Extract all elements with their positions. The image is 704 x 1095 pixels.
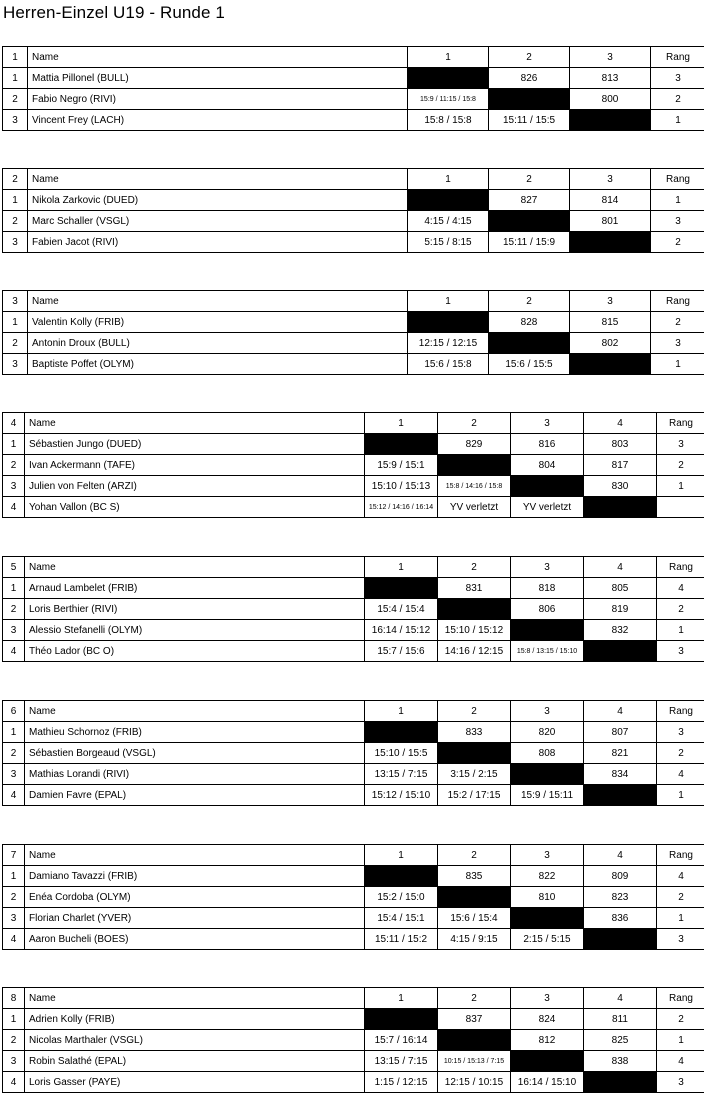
player-rank: 1 bbox=[651, 354, 704, 375]
match-cell: 15:12 / 15:10 bbox=[365, 785, 438, 806]
match-cell: 817 bbox=[584, 455, 657, 476]
player-rank: 3 bbox=[657, 929, 704, 950]
match-cell: 800 bbox=[570, 89, 651, 110]
match-cell: 15:12 / 14:16 / 16:14 bbox=[365, 497, 438, 518]
player-position: 1 bbox=[3, 434, 25, 455]
player-position: 1 bbox=[3, 722, 25, 743]
player-name: Julien von Felten (ARZI) bbox=[25, 476, 365, 497]
player-name: Baptiste Poffet (OLYM) bbox=[28, 354, 408, 375]
match-cell: 15:9 / 15:1 bbox=[365, 455, 438, 476]
player-position: 3 bbox=[3, 354, 28, 375]
match-cell: 16:14 / 15:10 bbox=[511, 1072, 584, 1093]
group-table-4 bbox=[2, 412, 704, 518]
table-row bbox=[3, 599, 704, 620]
rank-header: Rang bbox=[657, 845, 704, 866]
match-cell: 806 bbox=[511, 599, 584, 620]
name-header: Name bbox=[28, 291, 408, 312]
match-cell: 812 bbox=[511, 1030, 584, 1051]
player-rank: 1 bbox=[657, 620, 704, 641]
player-name: Marc Schaller (VSGL) bbox=[28, 211, 408, 232]
match-cell: 837 bbox=[438, 1009, 511, 1030]
match-cell: 15:2 / 17:15 bbox=[438, 785, 511, 806]
self-match-cell bbox=[511, 908, 584, 929]
player-rank: 2 bbox=[657, 455, 704, 476]
match-cell: 825 bbox=[584, 1030, 657, 1051]
col-header: 4 bbox=[584, 413, 657, 434]
name-header: Name bbox=[25, 988, 365, 1009]
match-cell: 1:15 / 12:15 bbox=[365, 1072, 438, 1093]
player-rank: 2 bbox=[651, 232, 704, 253]
match-cell: 15:10 / 15:13 bbox=[365, 476, 438, 497]
self-match-cell bbox=[584, 497, 657, 518]
table-row bbox=[3, 434, 704, 455]
group-table-5 bbox=[2, 556, 704, 662]
group-header-row bbox=[3, 845, 704, 866]
player-name: Florian Charlet (YVER) bbox=[25, 908, 365, 929]
match-cell: 827 bbox=[489, 190, 570, 211]
match-cell: 801 bbox=[570, 211, 651, 232]
table-row bbox=[3, 68, 704, 89]
table-row bbox=[3, 620, 704, 641]
name-header: Name bbox=[25, 701, 365, 722]
player-rank: 3 bbox=[651, 211, 704, 232]
match-cell: 804 bbox=[511, 455, 584, 476]
match-cell: 12:15 / 12:15 bbox=[408, 333, 489, 354]
match-cell: 807 bbox=[584, 722, 657, 743]
player-rank: 3 bbox=[651, 68, 704, 89]
match-cell: 15:9 / 15:11 bbox=[511, 785, 584, 806]
self-match-cell bbox=[511, 1051, 584, 1072]
col-header: 4 bbox=[584, 988, 657, 1009]
self-match-cell bbox=[489, 333, 570, 354]
player-position: 4 bbox=[3, 497, 25, 518]
match-cell: 815 bbox=[570, 312, 651, 333]
match-cell: 15:11 / 15:2 bbox=[365, 929, 438, 950]
player-rank: 1 bbox=[651, 190, 704, 211]
self-match-cell bbox=[511, 620, 584, 641]
match-cell: 16:14 / 15:12 bbox=[365, 620, 438, 641]
match-cell: 15:10 / 15:12 bbox=[438, 620, 511, 641]
self-match-cell bbox=[570, 232, 651, 253]
player-position: 2 bbox=[3, 89, 28, 110]
table-row bbox=[3, 887, 704, 908]
col-header: 2 bbox=[438, 557, 511, 578]
match-cell: 15:7 / 16:14 bbox=[365, 1030, 438, 1051]
player-name: Loris Gasser (PAYE) bbox=[25, 1072, 365, 1093]
player-name: Robin Salathé (EPAL) bbox=[25, 1051, 365, 1072]
col-header: 3 bbox=[511, 988, 584, 1009]
player-name: Mathias Lorandi (RIVI) bbox=[25, 764, 365, 785]
table-row bbox=[3, 1009, 704, 1030]
table-row bbox=[3, 641, 704, 662]
match-cell: 824 bbox=[511, 1009, 584, 1030]
match-cell: 15:8 / 13:15 / 15:10 bbox=[511, 641, 584, 662]
table-row bbox=[3, 476, 704, 497]
table-row bbox=[3, 929, 704, 950]
match-cell: 13:15 / 7:15 bbox=[365, 764, 438, 785]
group-header-row bbox=[3, 291, 704, 312]
player-name: Damien Favre (EPAL) bbox=[25, 785, 365, 806]
player-name: Arnaud Lambelet (FRIB) bbox=[25, 578, 365, 599]
player-name: Aaron Bucheli (BOES) bbox=[25, 929, 365, 950]
col-header: 2 bbox=[438, 845, 511, 866]
group-table-7 bbox=[2, 844, 704, 950]
group-number: 6 bbox=[3, 701, 25, 722]
col-header: 1 bbox=[365, 988, 438, 1009]
player-position: 3 bbox=[3, 908, 25, 929]
table-row bbox=[3, 764, 704, 785]
match-cell: 15:6 / 15:4 bbox=[438, 908, 511, 929]
match-cell: 15:10 / 15:5 bbox=[365, 743, 438, 764]
player-position: 3 bbox=[3, 620, 25, 641]
table-row bbox=[3, 743, 704, 764]
rank-header: Rang bbox=[657, 701, 704, 722]
match-cell: 10:15 / 15:13 / 7:15 bbox=[438, 1051, 511, 1072]
match-cell: 15:2 / 15:0 bbox=[365, 887, 438, 908]
col-header: 1 bbox=[365, 557, 438, 578]
group-number: 1 bbox=[3, 47, 28, 68]
self-match-cell bbox=[511, 764, 584, 785]
self-match-cell bbox=[584, 785, 657, 806]
table-row bbox=[3, 1051, 704, 1072]
player-position: 4 bbox=[3, 1072, 25, 1093]
match-cell: 2:15 / 5:15 bbox=[511, 929, 584, 950]
table-row bbox=[3, 866, 704, 887]
col-header: 2 bbox=[438, 701, 511, 722]
group-number: 2 bbox=[3, 169, 28, 190]
match-cell: 828 bbox=[489, 312, 570, 333]
player-rank: 2 bbox=[657, 599, 704, 620]
player-name: Alessio Stefanelli (OLYM) bbox=[25, 620, 365, 641]
player-rank: 1 bbox=[657, 908, 704, 929]
col-header: 1 bbox=[408, 169, 489, 190]
group-header-row bbox=[3, 47, 704, 68]
col-header: 1 bbox=[408, 47, 489, 68]
col-header: 3 bbox=[570, 47, 651, 68]
match-cell: 813 bbox=[570, 68, 651, 89]
rank-header: Rang bbox=[657, 988, 704, 1009]
player-position: 4 bbox=[3, 929, 25, 950]
self-match-cell bbox=[489, 89, 570, 110]
player-position: 2 bbox=[3, 887, 25, 908]
table-row bbox=[3, 190, 704, 211]
match-cell: 14:16 / 12:15 bbox=[438, 641, 511, 662]
player-rank: 2 bbox=[657, 887, 704, 908]
match-cell: 15:8 / 15:8 bbox=[408, 110, 489, 131]
player-position: 2 bbox=[3, 743, 25, 764]
self-match-cell bbox=[438, 599, 511, 620]
match-cell: 5:15 / 8:15 bbox=[408, 232, 489, 253]
self-match-cell bbox=[365, 434, 438, 455]
match-cell: 802 bbox=[570, 333, 651, 354]
match-cell: 15:11 / 15:5 bbox=[489, 110, 570, 131]
match-cell: 12:15 / 10:15 bbox=[438, 1072, 511, 1093]
col-header: 3 bbox=[570, 291, 651, 312]
table-row bbox=[3, 110, 704, 131]
match-cell: 829 bbox=[438, 434, 511, 455]
group-header-row bbox=[3, 701, 704, 722]
match-cell: 811 bbox=[584, 1009, 657, 1030]
match-cell: 830 bbox=[584, 476, 657, 497]
match-cell: 826 bbox=[489, 68, 570, 89]
col-header: 3 bbox=[511, 701, 584, 722]
group-header-row bbox=[3, 557, 704, 578]
player-position: 3 bbox=[3, 764, 25, 785]
self-match-cell bbox=[438, 1030, 511, 1051]
self-match-cell bbox=[570, 110, 651, 131]
name-header: Name bbox=[25, 845, 365, 866]
self-match-cell bbox=[365, 722, 438, 743]
self-match-cell bbox=[584, 641, 657, 662]
match-cell: 15:9 / 11:15 / 15:8 bbox=[408, 89, 489, 110]
player-rank: 1 bbox=[657, 1030, 704, 1051]
col-header: 3 bbox=[511, 413, 584, 434]
col-header: 2 bbox=[489, 169, 570, 190]
self-match-cell bbox=[438, 887, 511, 908]
player-position: 2 bbox=[3, 599, 25, 620]
player-name: Nicolas Marthaler (VSGL) bbox=[25, 1030, 365, 1051]
player-position: 3 bbox=[3, 1051, 25, 1072]
match-cell: 15:6 / 15:5 bbox=[489, 354, 570, 375]
group-table-6 bbox=[2, 700, 704, 806]
table-row bbox=[3, 354, 704, 375]
group-number: 8 bbox=[3, 988, 25, 1009]
rank-header: Rang bbox=[651, 291, 704, 312]
player-name: Nikola Zarkovic (DUED) bbox=[28, 190, 408, 211]
col-header: 4 bbox=[584, 701, 657, 722]
player-rank: 2 bbox=[651, 89, 704, 110]
player-name: Adrien Kolly (FRIB) bbox=[25, 1009, 365, 1030]
rank-header: Rang bbox=[657, 413, 704, 434]
self-match-cell bbox=[570, 354, 651, 375]
player-name: Théo Lador (BC O) bbox=[25, 641, 365, 662]
player-position: 2 bbox=[3, 1030, 25, 1051]
player-name: Mattia Pillonel (BULL) bbox=[28, 68, 408, 89]
match-cell: 816 bbox=[511, 434, 584, 455]
self-match-cell bbox=[438, 743, 511, 764]
match-cell: 15:4 / 15:1 bbox=[365, 908, 438, 929]
match-cell: 810 bbox=[511, 887, 584, 908]
player-position: 2 bbox=[3, 211, 28, 232]
name-header: Name bbox=[28, 169, 408, 190]
match-cell: 4:15 / 4:15 bbox=[408, 211, 489, 232]
rank-header: Rang bbox=[651, 47, 704, 68]
match-cell: 805 bbox=[584, 578, 657, 599]
self-match-cell bbox=[408, 312, 489, 333]
match-cell: 833 bbox=[438, 722, 511, 743]
player-rank: 3 bbox=[657, 641, 704, 662]
player-name: Sébastien Borgeaud (VSGL) bbox=[25, 743, 365, 764]
group-number: 5 bbox=[3, 557, 25, 578]
page-title: Herren-Einzel U19 - Runde 1 bbox=[3, 3, 225, 22]
match-cell: 835 bbox=[438, 866, 511, 887]
match-cell: 3:15 / 2:15 bbox=[438, 764, 511, 785]
match-cell: 13:15 / 7:15 bbox=[365, 1051, 438, 1072]
self-match-cell bbox=[408, 68, 489, 89]
player-name: Ivan Ackermann (TAFE) bbox=[25, 455, 365, 476]
player-name: Sébastien Jungo (DUED) bbox=[25, 434, 365, 455]
player-rank: 2 bbox=[657, 1009, 704, 1030]
player-position: 2 bbox=[3, 455, 25, 476]
group-table-8 bbox=[2, 987, 704, 1093]
player-rank: 3 bbox=[651, 333, 704, 354]
self-match-cell bbox=[365, 578, 438, 599]
table-row bbox=[3, 578, 704, 599]
player-position: 1 bbox=[3, 312, 28, 333]
match-cell: 808 bbox=[511, 743, 584, 764]
player-rank: 3 bbox=[657, 722, 704, 743]
group-number: 7 bbox=[3, 845, 25, 866]
col-header: 1 bbox=[408, 291, 489, 312]
col-header: 2 bbox=[489, 47, 570, 68]
match-cell: 15:4 / 15:4 bbox=[365, 599, 438, 620]
self-match-cell bbox=[365, 1009, 438, 1030]
group-table-1 bbox=[2, 46, 704, 131]
player-rank: 1 bbox=[657, 476, 704, 497]
table-row bbox=[3, 785, 704, 806]
player-rank: 4 bbox=[657, 866, 704, 887]
group-table-2 bbox=[2, 168, 704, 253]
player-position: 1 bbox=[3, 1009, 25, 1030]
player-name: Vincent Frey (LACH) bbox=[28, 110, 408, 131]
self-match-cell bbox=[584, 929, 657, 950]
match-cell: 819 bbox=[584, 599, 657, 620]
match-cell: 803 bbox=[584, 434, 657, 455]
player-rank: 1 bbox=[651, 110, 704, 131]
player-position: 4 bbox=[3, 641, 25, 662]
table-row bbox=[3, 1072, 704, 1093]
match-cell: 821 bbox=[584, 743, 657, 764]
table-row bbox=[3, 333, 704, 354]
player-position: 1 bbox=[3, 866, 25, 887]
table-row bbox=[3, 908, 704, 929]
table-row bbox=[3, 722, 704, 743]
player-position: 3 bbox=[3, 232, 28, 253]
player-rank: 4 bbox=[657, 764, 704, 785]
match-cell: 820 bbox=[511, 722, 584, 743]
player-rank: 3 bbox=[657, 1072, 704, 1093]
player-name: Loris Berthier (RIVI) bbox=[25, 599, 365, 620]
player-rank: 1 bbox=[657, 785, 704, 806]
col-header: 1 bbox=[365, 701, 438, 722]
rank-header: Rang bbox=[651, 169, 704, 190]
name-header: Name bbox=[25, 413, 365, 434]
group-header-row bbox=[3, 413, 704, 434]
match-cell: 822 bbox=[511, 866, 584, 887]
match-cell: 818 bbox=[511, 578, 584, 599]
match-cell: YV verletzt bbox=[438, 497, 511, 518]
col-header: 2 bbox=[438, 413, 511, 434]
player-position: 1 bbox=[3, 190, 28, 211]
match-cell: YV verletzt bbox=[511, 497, 584, 518]
self-match-cell bbox=[365, 866, 438, 887]
col-header: 1 bbox=[365, 413, 438, 434]
player-name: Fabio Negro (RIVI) bbox=[28, 89, 408, 110]
player-position: 4 bbox=[3, 785, 25, 806]
player-name: Valentin Kolly (FRIB) bbox=[28, 312, 408, 333]
group-number: 4 bbox=[3, 413, 25, 434]
match-cell: 809 bbox=[584, 866, 657, 887]
group-number: 3 bbox=[3, 291, 28, 312]
match-cell: 831 bbox=[438, 578, 511, 599]
match-cell: 814 bbox=[570, 190, 651, 211]
player-rank: 2 bbox=[651, 312, 704, 333]
col-header: 4 bbox=[584, 845, 657, 866]
col-header: 2 bbox=[438, 988, 511, 1009]
player-rank: 3 bbox=[657, 434, 704, 455]
player-name: Enéa Cordoba (OLYM) bbox=[25, 887, 365, 908]
player-rank: 2 bbox=[657, 743, 704, 764]
player-rank: 4 bbox=[657, 1051, 704, 1072]
self-match-cell bbox=[408, 190, 489, 211]
table-row bbox=[3, 312, 704, 333]
match-cell: 15:11 / 15:9 bbox=[489, 232, 570, 253]
match-cell: 4:15 / 9:15 bbox=[438, 929, 511, 950]
match-cell: 832 bbox=[584, 620, 657, 641]
group-header-row bbox=[3, 988, 704, 1009]
table-row bbox=[3, 1030, 704, 1051]
group-header-row bbox=[3, 169, 704, 190]
col-header: 1 bbox=[365, 845, 438, 866]
col-header: 3 bbox=[511, 557, 584, 578]
player-position: 3 bbox=[3, 110, 28, 131]
table-row bbox=[3, 455, 704, 476]
col-header: 4 bbox=[584, 557, 657, 578]
self-match-cell bbox=[438, 455, 511, 476]
player-name: Fabien Jacot (RIVI) bbox=[28, 232, 408, 253]
self-match-cell bbox=[489, 211, 570, 232]
table-row bbox=[3, 232, 704, 253]
player-name: Yohan Vallon (BC S) bbox=[25, 497, 365, 518]
player-rank: 4 bbox=[657, 578, 704, 599]
match-cell: 15:7 / 15:6 bbox=[365, 641, 438, 662]
table-row bbox=[3, 89, 704, 110]
self-match-cell bbox=[584, 1072, 657, 1093]
player-position: 1 bbox=[3, 68, 28, 89]
player-position: 3 bbox=[3, 476, 25, 497]
group-table-3 bbox=[2, 290, 704, 375]
match-cell: 15:6 / 15:8 bbox=[408, 354, 489, 375]
name-header: Name bbox=[28, 47, 408, 68]
match-cell: 836 bbox=[584, 908, 657, 929]
match-cell: 834 bbox=[584, 764, 657, 785]
self-match-cell bbox=[511, 476, 584, 497]
player-name: Mathieu Schornoz (FRIB) bbox=[25, 722, 365, 743]
name-header: Name bbox=[25, 557, 365, 578]
player-position: 1 bbox=[3, 578, 25, 599]
table-row bbox=[3, 211, 704, 232]
player-rank bbox=[657, 497, 704, 518]
match-cell: 15:8 / 14:16 / 15:8 bbox=[438, 476, 511, 497]
col-header: 2 bbox=[489, 291, 570, 312]
col-header: 3 bbox=[511, 845, 584, 866]
player-name: Antonin Droux (BULL) bbox=[28, 333, 408, 354]
table-row bbox=[3, 497, 704, 518]
match-cell: 838 bbox=[584, 1051, 657, 1072]
player-name: Damiano Tavazzi (FRIB) bbox=[25, 866, 365, 887]
match-cell: 823 bbox=[584, 887, 657, 908]
col-header: 3 bbox=[570, 169, 651, 190]
rank-header: Rang bbox=[657, 557, 704, 578]
player-position: 2 bbox=[3, 333, 28, 354]
